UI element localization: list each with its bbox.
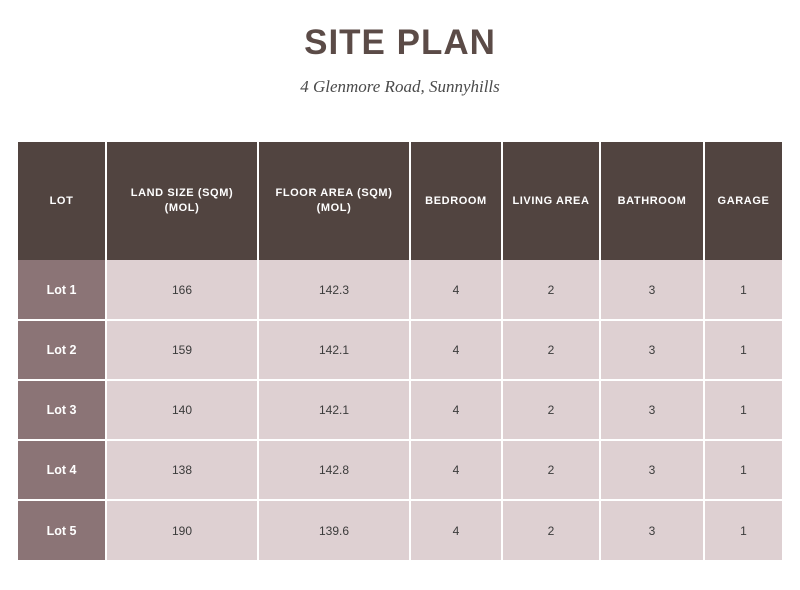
- cell-bedroom: 4: [410, 440, 502, 500]
- lot-specifications-table: [18, 142, 782, 560]
- cell-land-size: 166: [106, 260, 258, 320]
- cell-bathroom: 3: [600, 380, 704, 440]
- cell-lot: Lot 2: [18, 320, 106, 380]
- column-header-land-size: [106, 142, 258, 260]
- column-header-land-size-line-2: (MOL): [164, 202, 200, 214]
- cell-garage: 1: [704, 440, 782, 500]
- cell-garage: 1: [704, 260, 782, 320]
- cell-living-area: 2: [502, 260, 600, 320]
- table-row: [18, 500, 782, 560]
- cell-bathroom: 3: [600, 320, 704, 380]
- cell-garage: 1: [704, 500, 782, 560]
- cell-living-area: 2: [502, 320, 600, 380]
- cell-living-area: 2: [502, 440, 600, 500]
- cell-lot: Lot 4: [18, 440, 106, 500]
- column-header-floor-area-line-1: FLOOR AREA (SQM): [275, 187, 393, 200]
- cell-land-size: 140: [106, 380, 258, 440]
- column-header-floor-area-line-2: (MOL): [316, 202, 352, 214]
- table-row: [18, 440, 782, 500]
- cell-bedroom: 4: [410, 380, 502, 440]
- column-header-lot-line-1: LOT: [49, 194, 74, 207]
- page-subtitle: 4 Glenmore Road, Sunnyhills: [300, 76, 500, 96]
- cell-floor-area: 142.1: [258, 380, 410, 440]
- cell-garage: 1: [704, 380, 782, 440]
- cell-floor-area: 139.6: [258, 500, 410, 560]
- table-row: [18, 260, 782, 320]
- site-plan-document: [0, 24, 800, 590]
- table-header: [18, 142, 782, 260]
- cell-lot: Lot 5: [18, 500, 106, 560]
- cell-living-area: 2: [502, 380, 600, 440]
- column-header-floor-area: [258, 142, 410, 260]
- cell-land-size: 159: [106, 320, 258, 380]
- cell-bathroom: 3: [600, 440, 704, 500]
- cell-lot: Lot 1: [18, 260, 106, 320]
- cell-bedroom: 4: [410, 260, 502, 320]
- cell-garage: 1: [704, 320, 782, 380]
- cell-floor-area: 142.8: [258, 440, 410, 500]
- column-header-garage-line-1: GARAGE: [717, 194, 770, 207]
- page-title: SITE PLAN: [304, 23, 496, 62]
- column-header-garage: [704, 142, 782, 260]
- cell-lot: Lot 3: [18, 380, 106, 440]
- cell-living-area: 2: [502, 500, 600, 560]
- column-header-living-area-line-1: LIVING AREA: [512, 194, 590, 207]
- cell-floor-area: 142.1: [258, 320, 410, 380]
- cell-bathroom: 3: [600, 260, 704, 320]
- column-header-living-area: [502, 142, 600, 260]
- column-header-bedroom: [410, 142, 502, 260]
- lot-table-container: [18, 142, 782, 560]
- cell-bedroom: 4: [410, 500, 502, 560]
- cell-land-size: 138: [106, 440, 258, 500]
- table-header-row: [18, 142, 782, 260]
- cell-land-size: 190: [106, 500, 258, 560]
- column-header-bathroom-line-1: BATHROOM: [617, 194, 687, 207]
- cell-floor-area: 142.3: [258, 260, 410, 320]
- table-row: [18, 380, 782, 440]
- cell-bathroom: 3: [600, 500, 704, 560]
- column-header-land-size-line-1: LAND SIZE (SQM): [130, 187, 234, 200]
- table-row: [18, 320, 782, 380]
- table-body: [18, 260, 782, 560]
- cell-bedroom: 4: [410, 320, 502, 380]
- column-header-lot: [18, 142, 106, 260]
- column-header-bathroom: [600, 142, 704, 260]
- column-header-bedroom-line-1: BEDROOM: [425, 194, 487, 207]
